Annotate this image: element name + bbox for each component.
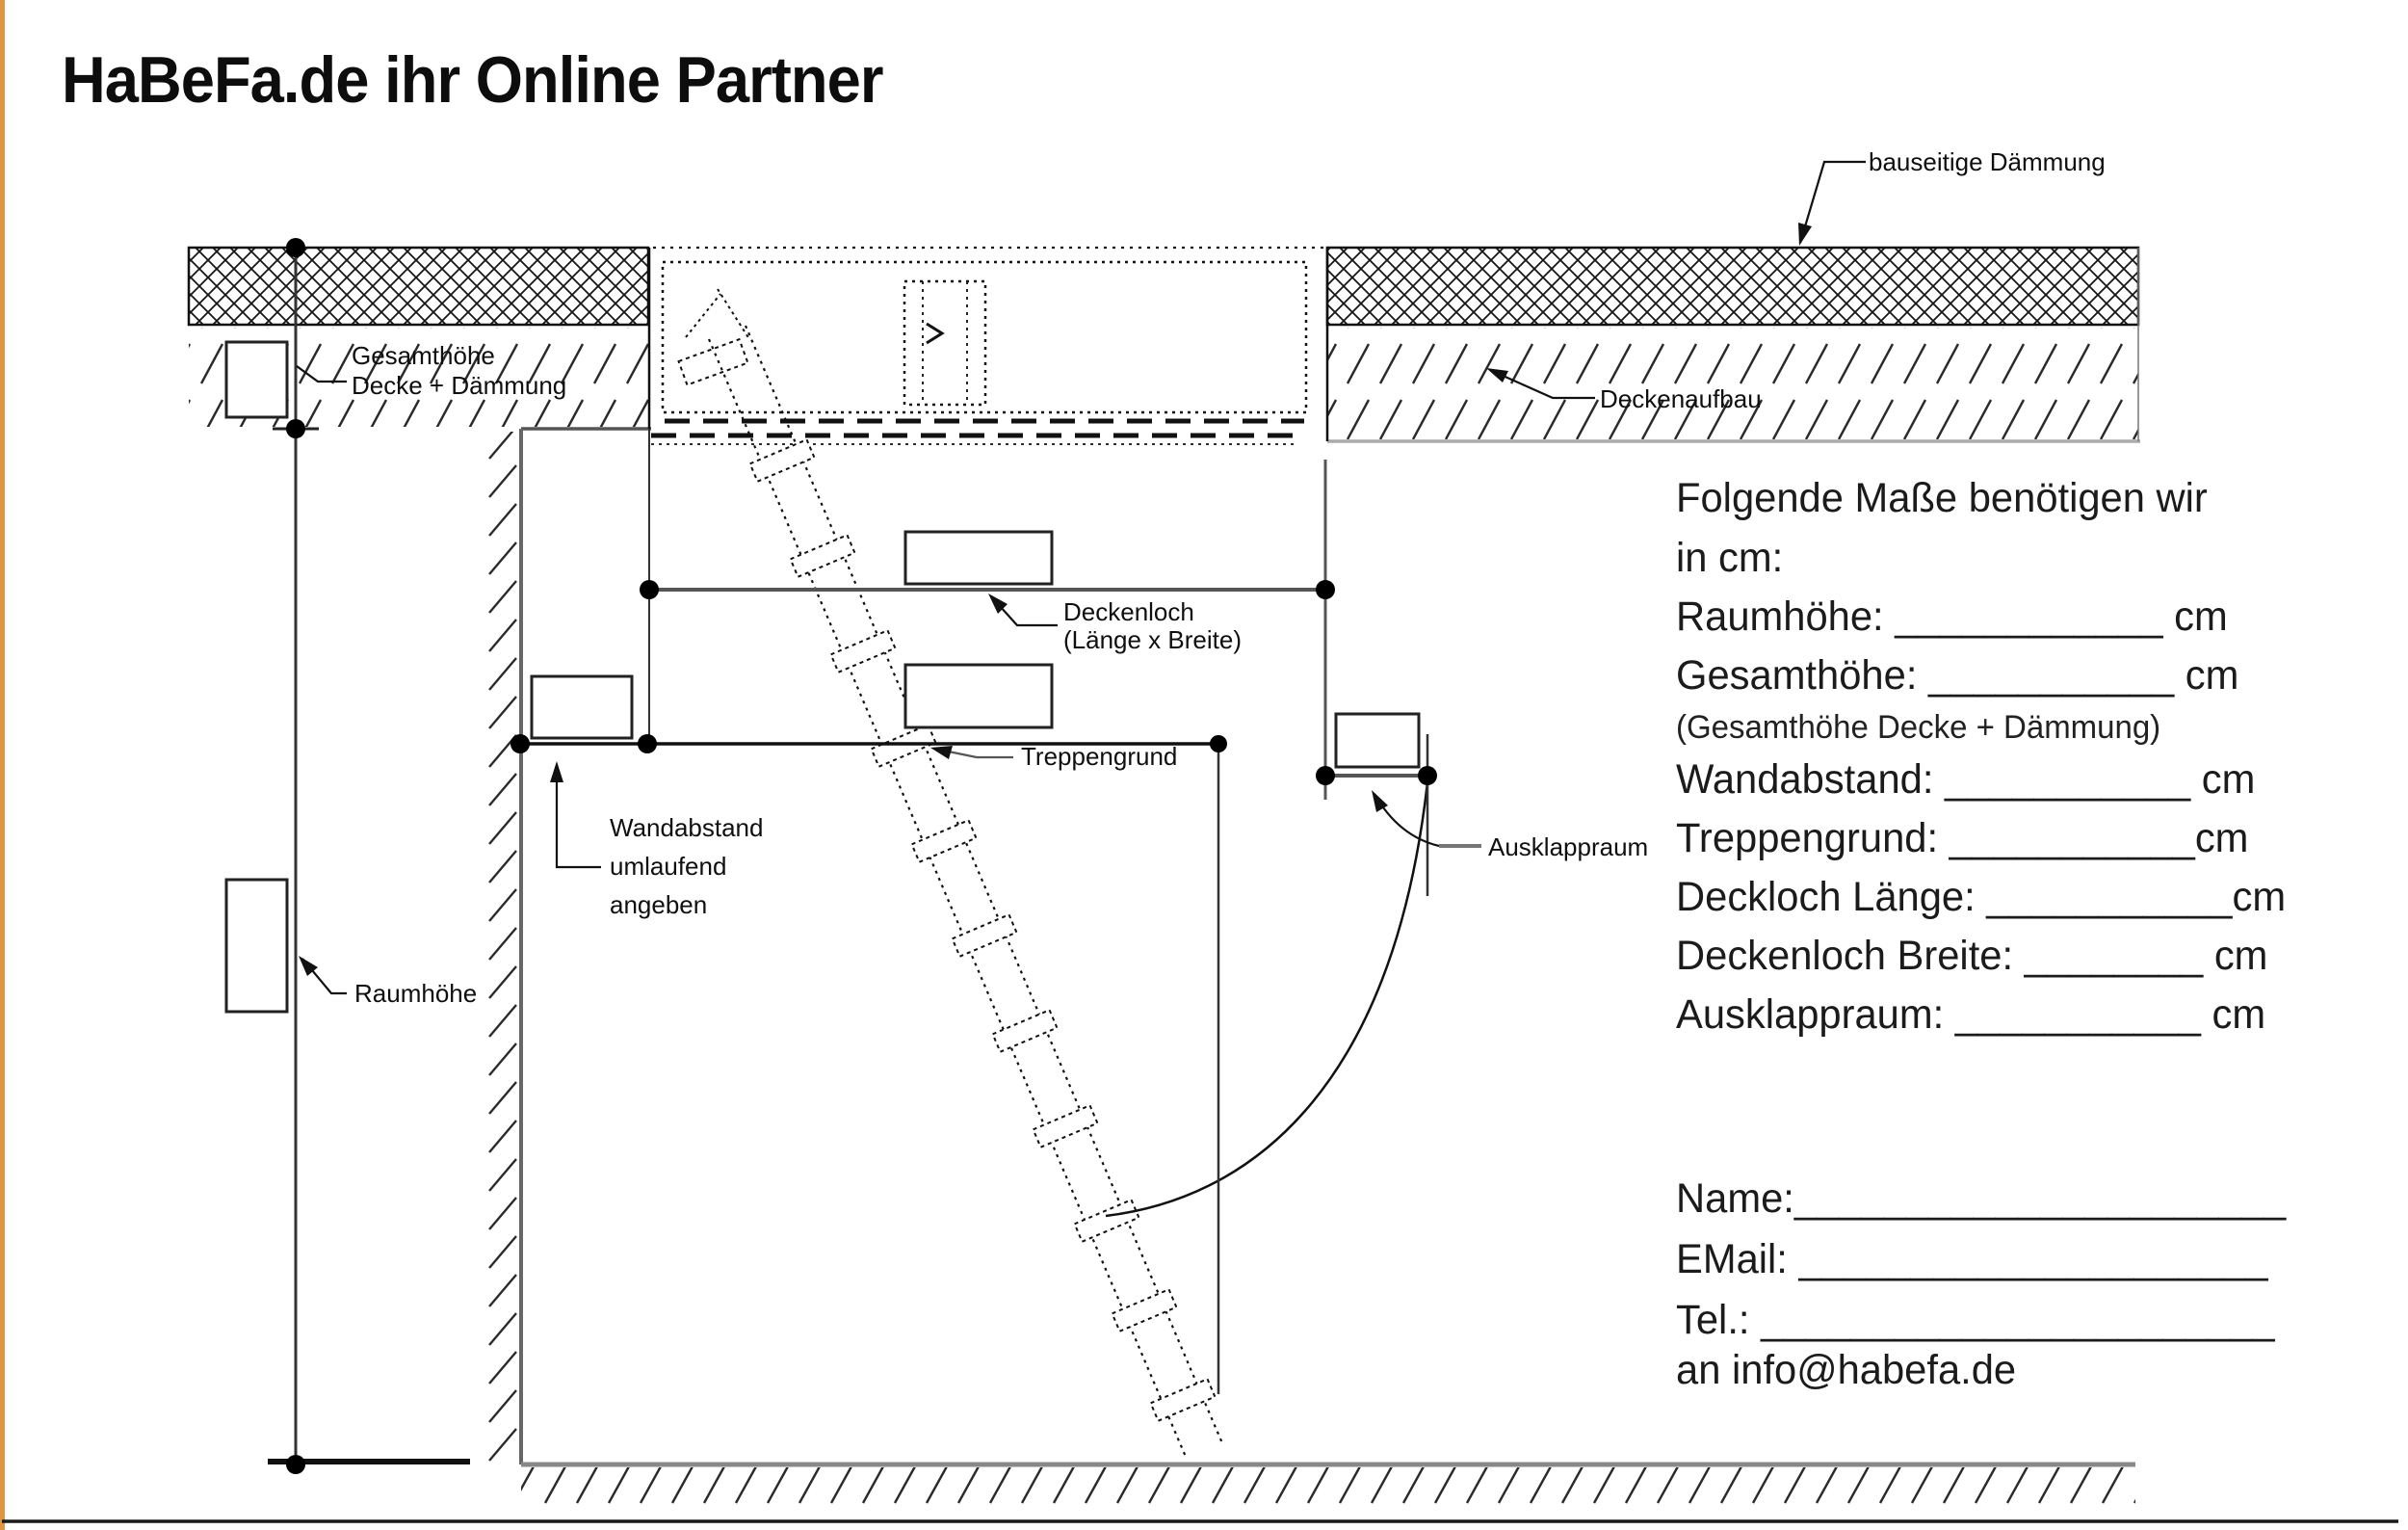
floor-hatch [521,1467,2135,1510]
ladder-stringer-right [746,326,1222,1443]
hatch-door-section [904,281,985,405]
label-deckenloch-line2: (Länge x Breite) [1063,625,1242,654]
field-gesamthoehe[interactable]: Gesamthöhe: ___________ cm [1676,652,2239,699]
field-treppengrund[interactable]: Treppengrund: ___________cm [1676,815,2249,861]
field-gesamthoehe-note: (Gesamthöhe Decke + Dämmung) [1676,709,2161,746]
ladder [679,289,1222,1457]
unfold-swing-arc [1106,782,1427,1216]
raumhoehe-value-box[interactable] [226,880,287,1012]
label-wandabstand-line1: Wandabstand [610,813,764,842]
label-ausklappraum: Ausklappraum [1488,832,1649,861]
contact-email-note: an info@habefa.de [1676,1347,2017,1393]
insulation-right [1327,248,2138,325]
label-deckenaufbau: Deckenaufbau [1600,384,1762,413]
insulation-left [189,248,648,325]
ladder-rungs [750,439,1216,1420]
label-wandabstand-line3: angeben [610,890,708,919]
label-gesamthoehe-line1: Gesamthöhe [352,341,495,370]
treppengrund-value-box[interactable] [905,665,1052,727]
arrow-bauseitige [1798,223,1812,246]
ausklappraum-value-box[interactable] [1336,714,1419,767]
label-bauseitige-daemmung: bauseitige Dämmung [1869,147,2106,176]
page-title: HaBeFa.de ihr Online Partner [62,43,883,117]
label-treppengrund: Treppengrund [1021,742,1178,771]
form-intro-line2: in cm: [1676,535,1784,581]
field-ausklappraum[interactable]: Ausklappraum: ___________ cm [1676,991,2266,1038]
wall-hatch [484,432,521,1463]
gesamthoehe-value-box[interactable] [226,342,287,417]
wandabstand-value-box[interactable] [532,676,632,738]
attic-ladder-box [651,262,1306,444]
ladder-stringer-left [709,339,1186,1457]
field-deckloch-laenge[interactable]: Deckloch Länge: ___________cm [1676,874,2287,920]
arrow-wandabstand [550,761,563,782]
label-gesamthoehe-line2: Decke + Dämmung [352,371,567,400]
label-raumhoehe: Raumhöhe [354,979,478,1008]
arrow-treppengrund [930,746,953,759]
ladder-hinge [679,289,749,385]
form-intro-line1: Folgende Maße benötigen wir [1676,475,2208,521]
field-raumhoehe[interactable]: Raumhöhe: ____________ cm [1676,594,2228,640]
field-deckenloch-breite[interactable]: Deckenloch Breite: ________ cm [1676,933,2268,979]
label-wandabstand-line2: umlaufend [610,852,727,881]
ceiling-right [1327,328,2138,439]
field-tel[interactable]: Tel.: _______________________ [1676,1297,2275,1343]
label-deckenloch-line1: Deckenloch [1063,597,1194,626]
field-wandabstand[interactable]: Wandabstand: ___________ cm [1676,756,2256,803]
field-name[interactable]: Name:______________________ [1676,1175,2287,1222]
deckenloch-value-box[interactable] [905,532,1052,584]
field-email[interactable]: EMail: _____________________ [1676,1236,2268,1282]
